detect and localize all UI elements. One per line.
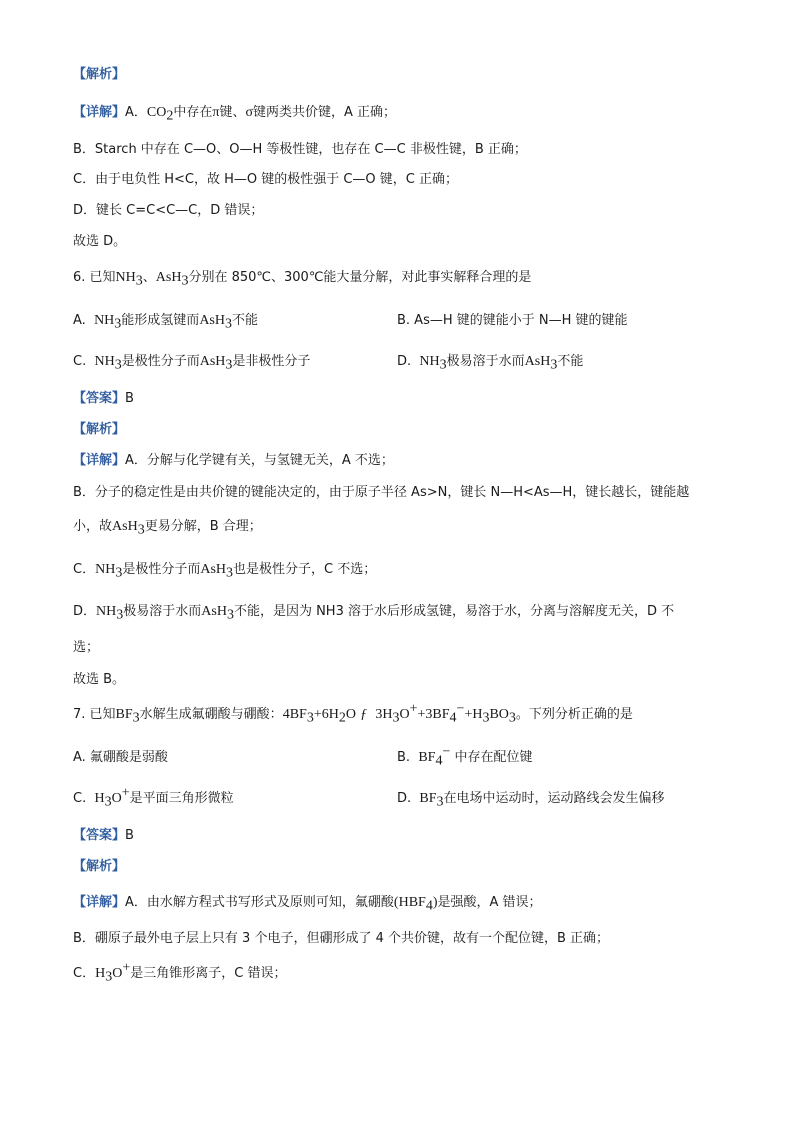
q5-conclusion: 故选 D。 — [73, 234, 127, 249]
q6-option-b: B. As—H 键的键能小于 N—H 键的键能 — [397, 313, 628, 328]
q5-detail-d: D．键长 C=C<C—C，D 错误； — [73, 203, 264, 218]
q6-option-c: C. $NH_3$是极性分子而AsH$_3$是非极性分子 — [73, 354, 311, 373]
q6-detail-c: C．$NH_3$是极性分子而AsH$_3$也是极性分子，C 不选； — [73, 562, 377, 581]
answer-label: 【答案】 — [73, 391, 126, 406]
q6-conclusion: 故选 B。 — [73, 672, 126, 687]
q6-option-a: A. $NH_3$能形成氢键而AsH$_3$不能 — [73, 313, 258, 332]
q7-stem: 7. 已知$BF_3$水解生成氟硼酸与硼酸：$4BF_3+6H_2O$ ƒ $3H_3O^++3BF_4^-+H_3BO_3$。下列分析正确的是 — [73, 701, 633, 726]
q7-option-b: B. $BF_4^-$ 中存在配位键 — [397, 744, 533, 769]
q7-answer: 【答案】B — [73, 828, 134, 843]
q6-detail-d-line2: 选； — [73, 640, 100, 655]
q7-answer-value: B — [125, 828, 134, 843]
q6-answer — [73, 390, 134, 408]
q5-detail-a: 【详解】A．$CO_2$中存在π键、σ键两类共价键，A 正确； — [73, 105, 397, 124]
q6-detail-d-line1: D．$NH_3$极易溶于水而AsH$_3$不能，是因为 NH3 溶于水后形成氢键，易溶于水，分离与溶解度无关，D 不 — [73, 604, 675, 623]
q6-answer-value: B — [125, 391, 134, 406]
q6-option-d: D. $NH_3$极易溶于水而AsH$_3$不能 — [397, 354, 584, 373]
q6-detail-b-line2: 小，故AsH$_3$更易分解，B 合理； — [73, 519, 262, 538]
q6-stem: 6. 已知$NH_3$、AsH$_3$分别在 850℃、300℃能大量分解，对此事实解释合理的是 — [73, 270, 532, 289]
q7-analysis-heading: 【解析】 — [73, 859, 126, 874]
q7-option-d: D. $BF_3$在电场中运动时，运动路线会发生偏移 — [397, 791, 665, 810]
q6-analysis-heading: 【解析】 — [73, 422, 126, 437]
q7-option-a: A. 氟硼酸是弱酸 — [73, 750, 168, 765]
analysis-heading: 【解析】 — [73, 67, 126, 82]
q6-detail-a: 【详解】A．分解与化学键有关，与氢键无关，A 不选； — [73, 453, 394, 468]
q6-detail-b-line1: B．分子的稳定性是由共价键的键能决定的，由于原子半径 As>N，键长 N—H<As—H，键长越长，键能越 — [73, 485, 690, 500]
q5-detail-c: C．由于电负性 H<C，故 H—O 键的极性强于 C—O 键，C 正确； — [73, 172, 459, 187]
detail-label: 【详解】 — [73, 105, 126, 120]
q7-detail-c: C．$H_3O^+$是三角锥形离子，C 错误； — [73, 960, 287, 985]
q5-detail-b: B．Starch 中存在 C—O、O—H 等极性键，也存在 C—C 非极性键，B 正确； — [73, 142, 527, 157]
q7-detail-b: B．硼原子最外电子层上只有 3 个电子，但硼形成了 4 个共价键，故有一个配位键，B 正确； — [73, 931, 610, 946]
q7-detail-a: 【详解】A．由水解方程式书写形式及原则可知，氟硼酸$(HBF_4)$是强酸，A 错误； — [73, 895, 542, 914]
q7-option-c: C. $H_3O^+$是平面三角形微粒 — [73, 785, 234, 810]
